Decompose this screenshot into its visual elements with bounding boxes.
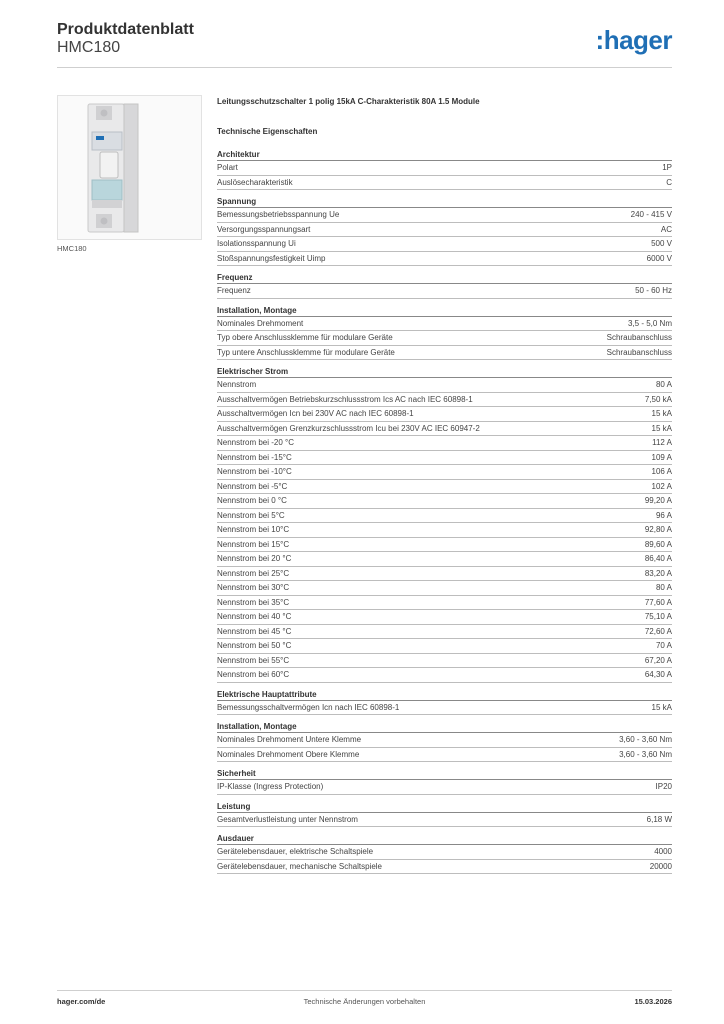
property-row — [217, 523, 672, 538]
property-row — [217, 208, 672, 223]
property-label: Bemessungsschaltvermögen Icn nach IEC 60898-1 — [217, 702, 400, 712]
property-label: Nennstrom bei 45 °C — [217, 626, 292, 636]
property-value: 15 kA — [651, 409, 672, 418]
property-row — [217, 748, 672, 763]
property-row — [217, 331, 672, 346]
section-title: Elektrischer Strom — [217, 366, 672, 378]
property-row — [217, 625, 672, 640]
property-row — [217, 393, 672, 408]
property-label: Nominales Drehmoment Untere Klemme — [217, 735, 362, 744]
property-section — [217, 833, 672, 874]
property-value: 3,60 - 3,60 Nm — [619, 749, 672, 759]
property-label: Nennstrom bei 55°C — [217, 655, 290, 665]
property-value: 240 - 415 V — [630, 210, 672, 219]
property-label: Nennstrom bei 5°C — [217, 510, 285, 520]
property-label: Gerätelebensdauer, mechanische Schaltspiele — [217, 861, 382, 871]
property-label: Nennstrom — [217, 380, 257, 389]
property-label: Bemessungsbetriebsspannung Ue — [217, 210, 340, 219]
footer-date: 15.03.2026 — [634, 997, 672, 1006]
property-value: IP20 — [655, 782, 672, 791]
property-row — [217, 668, 672, 683]
property-label: Stoßspannungsfestigkeit Uimp — [217, 253, 326, 263]
property-row — [217, 161, 672, 176]
section-title: Sicherheit — [217, 768, 672, 780]
property-section — [217, 272, 672, 299]
section-title: Installation, Montage — [217, 305, 672, 317]
property-row — [217, 567, 672, 582]
property-section — [217, 768, 672, 795]
property-value: 50 - 60 Hz — [635, 286, 672, 295]
property-value: Schraubanschluss — [606, 333, 672, 342]
product-image — [57, 95, 202, 240]
property-value: 3,60 - 3,60 Nm — [619, 735, 672, 744]
property-label: Gerätelebensdauer, elektrische Schaltspiele — [217, 847, 374, 856]
property-value: 4000 — [654, 847, 672, 856]
property-section — [217, 721, 672, 762]
property-section — [217, 196, 672, 266]
property-label: Nennstrom bei 60°C — [217, 670, 290, 679]
section-title: Installation, Montage — [217, 721, 672, 733]
property-row — [217, 581, 672, 596]
property-sections — [217, 149, 672, 874]
property-label: Gesamtverlustleistung unter Nennstrom — [217, 814, 358, 824]
property-value: 80 A — [655, 380, 672, 389]
property-label: Nennstrom bei -10°C — [217, 467, 292, 476]
property-label: Nennstrom bei -20 °C — [217, 438, 295, 447]
property-label: Nennstrom bei 40 °C — [217, 612, 292, 621]
section-title: Leistung — [217, 801, 672, 813]
property-label: Nennstrom bei 10°C — [217, 525, 290, 534]
property-label: IP-Klasse (Ingress Protection) — [217, 782, 324, 791]
property-value: 109 A — [651, 452, 672, 462]
property-value: 67,20 A — [644, 655, 672, 665]
property-value: 77,60 A — [644, 597, 672, 607]
property-value: 96 A — [655, 510, 672, 520]
footer-divider — [57, 990, 672, 991]
property-row — [217, 538, 672, 553]
property-row — [217, 252, 672, 267]
property-label: Nominales Drehmoment — [217, 318, 304, 328]
datasheet-content — [217, 97, 672, 880]
property-value: 102 A — [651, 481, 672, 491]
property-section — [217, 801, 672, 828]
product-code: HMC180 — [57, 39, 121, 56]
section-title: Elektrische Hauptattribute — [217, 689, 672, 701]
property-label: Typ untere Anschlussklemme für modulare Geräte — [217, 347, 395, 357]
property-value: 70 A — [655, 641, 672, 650]
footer-website-link[interactable]: hager.com/de — [57, 997, 106, 1006]
product-description: Leitungsschutzschalter 1 polig 15kA C-Charakteristik 80A 1.5 Module — [217, 97, 480, 106]
property-label: Ausschaltvermögen Icn bei 230V AC nach IEC 60898-1 — [217, 409, 414, 418]
property-value: 106 A — [651, 467, 672, 476]
property-value: C — [666, 177, 672, 187]
property-section — [217, 366, 672, 683]
section-title: Spannung — [217, 196, 672, 208]
property-row — [217, 223, 672, 238]
circuit-breaker-illustration — [58, 96, 201, 239]
property-label: Nennstrom bei -5°C — [217, 481, 288, 491]
property-value: 6000 V — [646, 253, 672, 263]
property-label: Nennstrom bei 20 °C — [217, 554, 292, 563]
property-label: Ausschaltvermögen Betriebskurzschlussstrom Ics AC nach IEC 60898-1 — [217, 394, 473, 404]
property-label: Nennstrom bei 25°C — [217, 568, 290, 578]
property-value: 112 A — [652, 438, 672, 447]
section-title: Architektur — [217, 149, 672, 161]
property-label: Auslösecharakteristik — [217, 177, 293, 187]
property-value: 6,18 W — [646, 814, 672, 824]
property-label: Versorgungsspannungsart — [217, 224, 311, 234]
property-row — [217, 284, 672, 299]
property-value: 92,80 A — [644, 525, 672, 534]
property-row — [217, 465, 672, 480]
property-label: Nennstrom bei 30°C — [217, 583, 290, 592]
property-label: Frequenz — [217, 286, 251, 295]
property-row — [217, 346, 672, 361]
property-label: Nennstrom bei 50 °C — [217, 641, 292, 650]
property-value: 83,20 A — [644, 568, 672, 578]
property-section — [217, 149, 672, 190]
property-value: 75,10 A — [644, 612, 672, 621]
property-row — [217, 480, 672, 495]
property-value: AC — [660, 224, 672, 234]
hager-logo: :hager — [595, 25, 672, 55]
property-label: Nominales Drehmoment Obere Klemme — [217, 749, 360, 759]
property-row — [217, 596, 672, 611]
property-value: 20000 — [649, 861, 672, 871]
page-footer — [57, 997, 672, 1009]
property-row — [217, 407, 672, 422]
property-row — [217, 436, 672, 451]
property-value: 1P — [662, 163, 672, 172]
property-row — [217, 317, 672, 332]
property-row — [217, 654, 672, 669]
property-row — [217, 733, 672, 748]
footer-disclaimer: Technische Änderungen vorbehalten — [303, 997, 426, 1006]
property-value: 99,20 A — [644, 496, 672, 505]
section-title: Frequenz — [217, 272, 672, 284]
property-value: 500 V — [651, 239, 672, 248]
property-value: Schraubanschluss — [606, 347, 672, 357]
property-row — [217, 378, 672, 393]
property-row — [217, 494, 672, 509]
property-label: Polart — [217, 163, 238, 172]
property-label: Isolationsspannung Ui — [217, 239, 296, 248]
property-label: Nennstrom bei -15°C — [217, 452, 292, 462]
property-value: 86,40 A — [644, 554, 672, 563]
product-caption: HMC180 — [57, 244, 87, 253]
property-value: 80 A — [655, 583, 672, 592]
property-value: 89,60 A — [644, 539, 672, 549]
document-title: Produktdatenblatt — [57, 21, 194, 38]
property-row — [217, 552, 672, 567]
technical-properties-heading: Technische Eigenschaften — [217, 127, 318, 136]
property-row — [217, 780, 672, 795]
property-value: 3,5 - 5,0 Nm — [627, 318, 672, 328]
property-row — [217, 509, 672, 524]
property-section — [217, 305, 672, 361]
property-label: Typ obere Anschlussklemme für modulare Geräte — [217, 333, 393, 342]
header-divider — [57, 67, 672, 68]
property-value: 15 kA — [651, 702, 672, 712]
property-row — [217, 422, 672, 437]
property-value: 15 kA — [651, 423, 672, 433]
property-value: 64,30 A — [644, 670, 672, 679]
property-row — [217, 845, 672, 860]
property-section — [217, 689, 672, 716]
section-title: Ausdauer — [217, 833, 672, 845]
property-label: Nennstrom bei 35°C — [217, 597, 290, 607]
property-value: 72,60 A — [644, 626, 672, 636]
property-row — [217, 813, 672, 828]
property-value: 7,50 kA — [644, 394, 672, 404]
property-label: Nennstrom bei 0 °C — [217, 496, 287, 505]
property-row — [217, 860, 672, 875]
property-row — [217, 451, 672, 466]
property-label: Nennstrom bei 15°C — [217, 539, 290, 549]
property-label: Ausschaltvermögen Grenzkurzschlussstrom Icu bei 230V AC IEC 60947-2 — [217, 423, 480, 433]
property-row — [217, 639, 672, 654]
document-header — [57, 20, 194, 57]
property-row — [217, 176, 672, 191]
property-row — [217, 701, 672, 716]
property-row — [217, 610, 672, 625]
property-row — [217, 237, 672, 252]
